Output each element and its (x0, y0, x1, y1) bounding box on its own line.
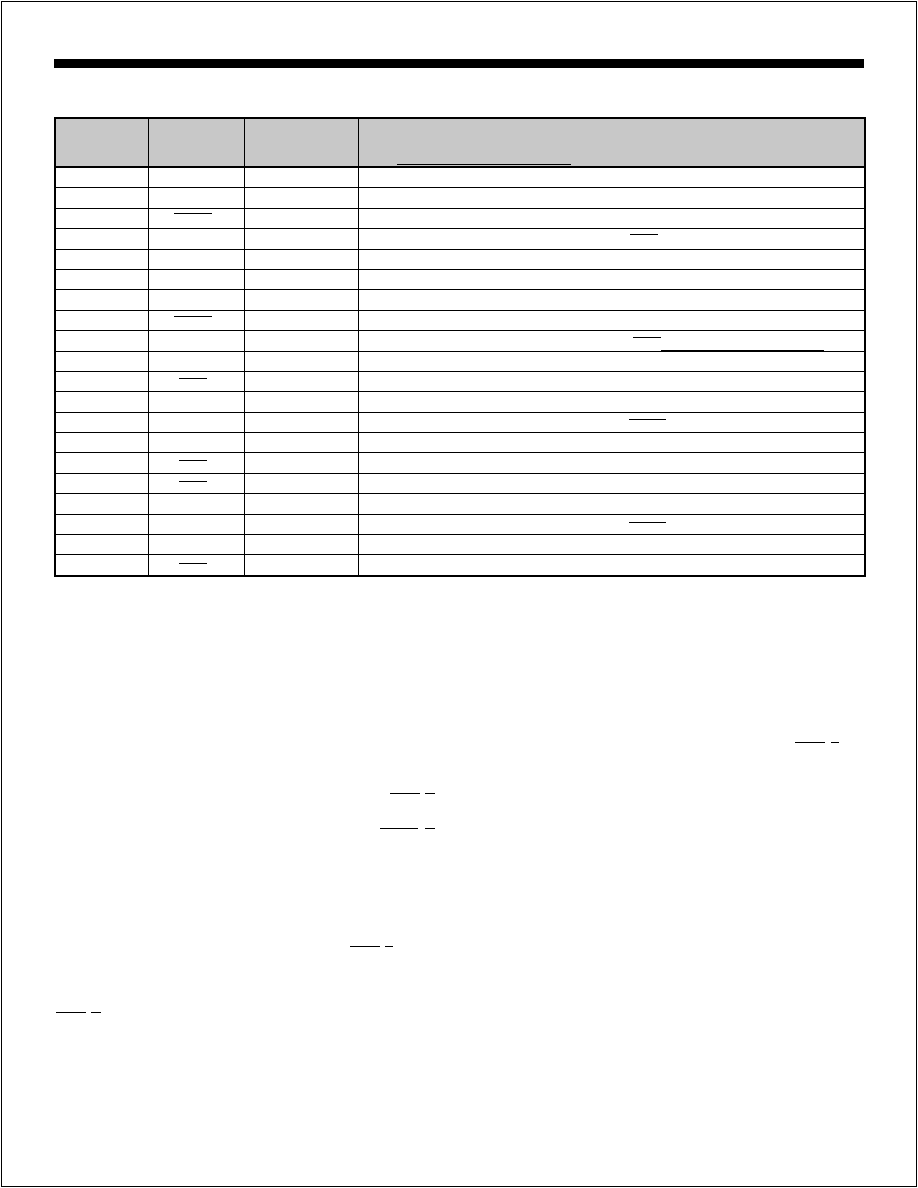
overline-mark (425, 793, 435, 794)
table-cell (55, 310, 148, 330)
overline-mark (179, 481, 207, 482)
pin-description-table (54, 117, 866, 577)
overline-mark (91, 1012, 101, 1013)
table-row (55, 290, 865, 310)
table-cell (55, 535, 148, 555)
overline-mark (397, 164, 571, 165)
table-row (55, 494, 865, 514)
table-cell (358, 453, 865, 473)
table-row (55, 269, 865, 289)
overline-mark (174, 213, 212, 214)
table-cell (148, 229, 244, 249)
table-row (55, 555, 865, 576)
overline-mark (179, 378, 207, 379)
table-cell (148, 269, 244, 289)
table-cell (148, 433, 244, 453)
table-cell (244, 249, 358, 269)
table-cell (55, 331, 148, 351)
table-cell (244, 494, 358, 514)
table-cell (358, 310, 865, 330)
table-row (55, 453, 865, 473)
table-cell (55, 167, 148, 188)
table-row (55, 331, 865, 351)
overline-mark (179, 460, 207, 461)
overline-mark (630, 234, 658, 235)
table-cell (55, 371, 148, 391)
table-cell (358, 494, 865, 514)
table-cell (148, 371, 244, 391)
table-cell (148, 167, 244, 188)
table-cell (55, 494, 148, 514)
table-cell (148, 310, 244, 330)
table-row (55, 514, 865, 534)
table-cell (148, 514, 244, 534)
table-cell (358, 371, 865, 391)
overline-mark (633, 337, 661, 338)
table-row (55, 433, 865, 453)
overline-mark (629, 522, 666, 523)
table-cell (55, 555, 148, 576)
table-row (55, 167, 865, 188)
table-cell (55, 290, 148, 310)
table-cell (148, 249, 244, 269)
table-cell (148, 494, 244, 514)
table-cell (55, 188, 148, 208)
table-cell (244, 392, 358, 412)
table-cell (55, 412, 148, 432)
table-cell (148, 392, 244, 412)
overline-mark (350, 946, 380, 947)
table-cell (244, 371, 358, 391)
header-rule (54, 59, 864, 68)
table-cell (244, 167, 358, 188)
table-cell (55, 473, 148, 493)
table-cell (244, 473, 358, 493)
table-cell (358, 188, 865, 208)
table-cell (55, 514, 148, 534)
table-cell (244, 351, 358, 371)
overline-mark (380, 828, 418, 829)
table-cell (244, 514, 358, 534)
overline-mark (390, 793, 420, 794)
table-row (55, 371, 865, 391)
column-header-pin (55, 118, 148, 167)
table-cell (244, 188, 358, 208)
table-cell (244, 535, 358, 555)
column-header-name (148, 118, 244, 167)
table-cell (55, 433, 148, 453)
table-row (55, 208, 865, 228)
table-cell (358, 208, 865, 228)
table-cell (148, 351, 244, 371)
overline-mark (795, 742, 825, 743)
table-cell (244, 412, 358, 432)
table-cell (244, 290, 358, 310)
table-cell (148, 555, 244, 576)
table-cell (358, 555, 865, 576)
overline-mark (174, 316, 212, 317)
table-cell (358, 269, 865, 289)
table-cell (148, 208, 244, 228)
table-cell (358, 290, 865, 310)
table-cell (55, 229, 148, 249)
overline-mark (629, 419, 666, 420)
table-header-row (55, 118, 865, 167)
column-header-description (358, 118, 865, 167)
overline-mark (661, 350, 824, 351)
table-cell (148, 473, 244, 493)
table-cell (244, 433, 358, 453)
table-cell (358, 535, 865, 555)
table-row (55, 535, 865, 555)
table-cell (244, 331, 358, 351)
table-cell (244, 269, 358, 289)
overline-mark (425, 828, 435, 829)
table-cell (148, 412, 244, 432)
table-cell (55, 392, 148, 412)
table-row (55, 310, 865, 330)
table-cell (148, 331, 244, 351)
table-cell (55, 453, 148, 473)
table-cell (244, 229, 358, 249)
table-cell (358, 249, 865, 269)
table-cell (358, 351, 865, 371)
table-cell (244, 208, 358, 228)
overline-mark (179, 563, 207, 564)
table-cell (358, 331, 865, 351)
table-row (55, 249, 865, 269)
table-cell (55, 351, 148, 371)
table-cell (55, 208, 148, 228)
overline-mark (56, 1012, 86, 1013)
table-row (55, 229, 865, 249)
table-cell (358, 412, 865, 432)
table-row (55, 412, 865, 432)
table-cell (358, 392, 865, 412)
table-cell (148, 290, 244, 310)
overline-mark (385, 946, 393, 947)
table-row (55, 188, 865, 208)
table-cell (358, 473, 865, 493)
table-cell (358, 514, 865, 534)
overline-mark (831, 742, 839, 743)
table-cell (55, 269, 148, 289)
table-cell (55, 249, 148, 269)
table-cell (148, 453, 244, 473)
table-cell (148, 535, 244, 555)
table-cell (244, 555, 358, 576)
table-row (55, 351, 865, 371)
table-cell (358, 433, 865, 453)
table-cell (358, 167, 865, 188)
table-cell (244, 310, 358, 330)
table-cell (358, 229, 865, 249)
column-header-type (244, 118, 358, 167)
table-row (55, 392, 865, 412)
table-cell (148, 188, 244, 208)
table-row (55, 473, 865, 493)
table-cell (244, 453, 358, 473)
